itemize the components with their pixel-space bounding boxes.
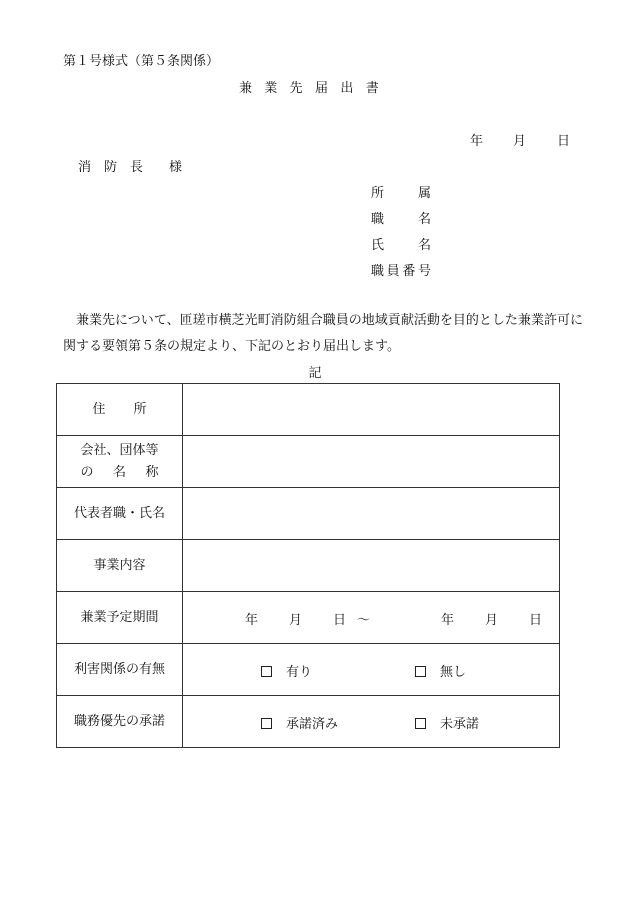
priority-field [183,696,560,748]
name-label: 氏名 [371,238,431,253]
company-label-line2: の名称 [80,464,159,480]
affiliation-label: 所属 [371,186,431,201]
address-label: 住所 [92,401,147,417]
business-field[interactable] [183,540,560,592]
table-row [57,436,560,488]
date-month: 月 [513,134,527,149]
date-line [470,130,570,149]
interest-yes-label: 有り [286,665,313,680]
addressee: 消 防 長 様 [78,160,183,175]
interest-label: 利害関係の有無 [57,644,183,696]
priority-agree-label: 承諾済み [286,717,339,732]
company-label-line1: 会社、団体等 [80,442,159,458]
affiliation-row [371,182,431,201]
position-label: 職名 [371,212,431,227]
staff-number-label: 職員番号 [371,264,431,279]
form-number: 第１号様式（第５条関係） [63,54,220,69]
company-label-cell [57,436,183,488]
priority-not-label: 未承諾 [440,717,480,732]
table-row [57,540,560,592]
address-field[interactable] [183,384,560,436]
period-year: 年 [245,613,259,628]
representative-label: 代表者職・氏名 [57,488,183,540]
company-field[interactable] [183,436,560,488]
period-label: 兼業予定期間 [57,592,183,644]
priority-label: 職務優先の承諾 [57,696,183,748]
date-year: 年 [470,134,484,149]
body-text: 兼業先について、匝瑳市横芝光町消防組合職員の地域貢献活動を目的とした兼業許可に関する要領第５条の規定より、下記のとおり届出します。 [63,313,583,354]
interest-field [183,644,560,696]
table-row [57,696,560,748]
checkbox-icon[interactable] [415,718,426,729]
position-row [371,208,431,227]
checkbox-icon[interactable] [415,666,426,677]
checkbox-icon[interactable] [261,718,272,729]
staff-number-row [371,260,431,279]
checkbox-icon[interactable] [261,666,272,677]
period-day-end: 日 [529,613,543,628]
table-row [57,384,560,436]
priority-not-option[interactable] [415,713,479,732]
period-day: 日 [333,613,347,628]
period-tilde: ～ [357,613,371,628]
interest-no-option[interactable] [415,661,466,680]
interest-no-label: 無し [440,665,467,680]
address-label-cell [57,384,183,436]
period-field[interactable] [183,592,560,644]
priority-agree-option[interactable] [261,713,338,732]
date-day: 日 [557,134,571,149]
ki-heading: 記 [308,366,322,381]
period-month: 月 [289,613,303,628]
interest-yes-option[interactable] [261,661,312,680]
representative-field[interactable] [183,488,560,540]
period-year-end: 年 [441,613,455,628]
name-row [371,234,431,253]
period-month-end: 月 [485,613,499,628]
business-label: 事業内容 [57,540,183,592]
notification-table [56,383,560,748]
table-row [57,644,560,696]
document-title: 兼業先届出書 [238,81,392,96]
table-row [57,592,560,644]
table-row [57,488,560,540]
